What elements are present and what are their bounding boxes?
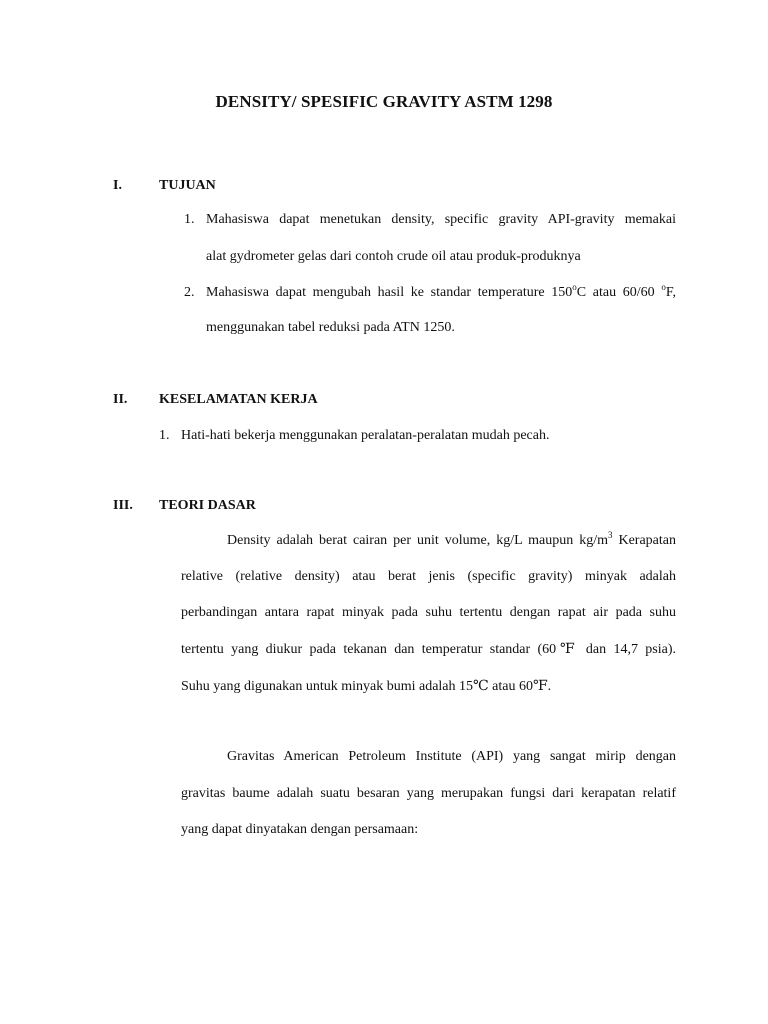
paragraph-line: perbandingan antara rapat minyak pada suhu tertentu dengan rapat air pada suhu [181, 605, 676, 620]
list-item-marker: 1. [159, 428, 170, 443]
paragraph-line: relative (relative density) atau berat jenis (specific gravity) minyak adalah [181, 569, 676, 584]
section-2-title: KESELAMATAN KERJA [159, 392, 318, 407]
paragraph-line: gravitas baume adalah suatu besaran yang merupakan fungsi dari kerapatan relatif [181, 786, 676, 801]
list-item-text: Mahasiswa dapat mengubah hasil ke standar temperature 150$^o$C atau 60/60 $^o$F, [206, 282, 676, 300]
paragraph-line: Density adalah berat cairan per unit volume, kg/L maupun $kg/m^3$ Kerapatan [227, 530, 676, 548]
list-item-text: Mahasiswa dapat menetukan density, specific gravity API-gravity memakai [206, 212, 676, 227]
paragraph-line: tertentu yang diukur pada tekanan dan temperatur standar (60℉ dan 14,7 psia). [181, 642, 676, 657]
section-3-number: III. [113, 498, 133, 513]
list-item-marker: 2. [184, 285, 195, 300]
paragraph-line: Suhu yang digunakan untuk minyak bumi adalah 15℃ atau 60℉. [181, 679, 552, 694]
list-item-text: menggunakan tabel reduksi pada ATN 1250. [206, 320, 455, 335]
paragraph-line: yang dapat dinyatakan dengan persamaan: [181, 822, 419, 837]
section-1-title: TUJUAN [159, 178, 216, 193]
document-title: DENSITY/ SPESIFIC GRAVITY ASTM 1298 [215, 92, 553, 111]
list-item-text: Hati-hati bekerja menggunakan peralatan-peralatan mudah pecah. [181, 428, 550, 443]
section-2-number: II. [113, 392, 128, 407]
section-1-number: I. [113, 178, 122, 193]
section-3-title: TEORI DASAR [159, 498, 256, 513]
list-item-text: alat gydrometer gelas dari contoh crude oil atau produk-produknya [206, 249, 581, 264]
list-item-marker: 1. [184, 212, 195, 227]
paragraph-line: Gravitas American Petroleum Institute (API) yang sangat mirip dengan [227, 749, 676, 764]
